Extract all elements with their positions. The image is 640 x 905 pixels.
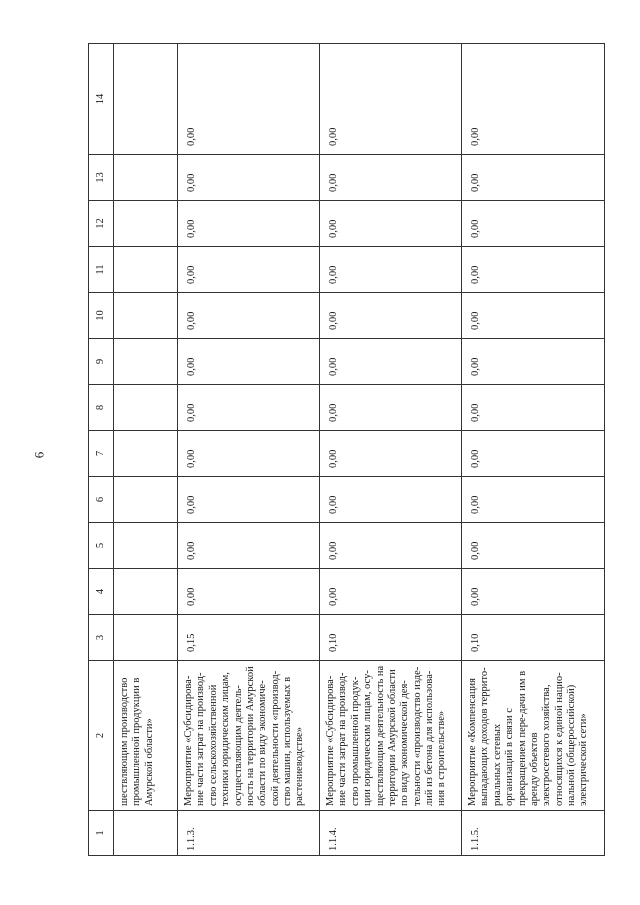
value-cell bbox=[114, 569, 178, 615]
value-cell: 0,00 bbox=[178, 523, 320, 569]
value-cell: 0,00 bbox=[320, 247, 462, 293]
value-cell: 0,00 bbox=[320, 293, 462, 339]
row-id bbox=[114, 811, 178, 856]
value-cell: 0,00 bbox=[320, 201, 462, 247]
value-cell bbox=[114, 385, 178, 431]
column-header: 2 bbox=[89, 661, 114, 811]
rotated-table-wrapper bbox=[88, 44, 604, 856]
row-description: Мероприятие «Субсидирова-ние части затрат на производ-ство сельскохозяйственной техники юридическим лицам, осуществляющим деятель-ность на территории Амурской области по виду экономиче-ской деятельности «производ-ство машин, используемых в растениеводстве» bbox=[178, 661, 320, 811]
column-header: 12 bbox=[89, 201, 114, 247]
table-row bbox=[178, 44, 320, 856]
column-header: 11 bbox=[89, 247, 114, 293]
row-id: 1.1.4. bbox=[320, 811, 462, 856]
value-cell: 0,00 bbox=[462, 385, 605, 431]
value-cell: 0,00 bbox=[320, 385, 462, 431]
row-description: Мероприятие «Компенсация выпадающих доходов террито-риальных сетевых организаций в связи с прекращением пере-дачи им в аренду объектов электросетевого хозяйства, относящихся к единой нацио-нальной (общероссийской) электрической сети» bbox=[462, 661, 605, 811]
column-header: 6 bbox=[89, 477, 114, 523]
column-header: 1 bbox=[89, 811, 114, 856]
column-header: 9 bbox=[89, 339, 114, 385]
column-header: 3 bbox=[89, 615, 114, 661]
table-row bbox=[320, 44, 462, 856]
value-cell: 0,00 bbox=[462, 201, 605, 247]
value-cell bbox=[114, 155, 178, 201]
value-cell: 0,00 bbox=[178, 155, 320, 201]
value-cell: 0,00 bbox=[178, 477, 320, 523]
row-id: 1.1.3. bbox=[178, 811, 320, 856]
value-cell: 0,00 bbox=[462, 247, 605, 293]
value-cell: 0,00 bbox=[462, 431, 605, 477]
value-cell: 0,00 bbox=[320, 477, 462, 523]
table-header-row bbox=[89, 44, 114, 856]
row-description: Мероприятие «Субсидирова-ние части затрат на производ-ство промышленной продук-ции юридическим лицам, осу-ществляющим деятельность на территории Амурской области по виду экономической дея-тельности «производство изде-лий из бетона для использова-ния в строительстве» bbox=[320, 661, 462, 811]
value-cell: 0,00 bbox=[462, 569, 605, 615]
value-cell bbox=[114, 247, 178, 293]
value-cell: 0,10 bbox=[320, 615, 462, 661]
value-cell: 0,00 bbox=[178, 44, 320, 155]
table-row bbox=[462, 44, 605, 856]
value-cell: 0,00 bbox=[320, 339, 462, 385]
page-number: 6 bbox=[31, 451, 47, 459]
table-row bbox=[114, 44, 178, 856]
value-cell bbox=[114, 477, 178, 523]
value-cell bbox=[114, 44, 178, 155]
value-cell: 0,10 bbox=[462, 615, 605, 661]
value-cell: 0,00 bbox=[320, 431, 462, 477]
value-cell: 0,00 bbox=[462, 293, 605, 339]
value-cell: 0,00 bbox=[178, 293, 320, 339]
row-id: 1.1.5. bbox=[462, 811, 605, 856]
value-cell: 0,00 bbox=[178, 247, 320, 293]
value-cell: 0,00 bbox=[178, 339, 320, 385]
value-cell: 0,00 bbox=[178, 431, 320, 477]
value-cell: 0,15 bbox=[178, 615, 320, 661]
value-cell bbox=[114, 615, 178, 661]
value-cell: 0,00 bbox=[462, 155, 605, 201]
column-header: 8 bbox=[89, 385, 114, 431]
column-header: 13 bbox=[89, 155, 114, 201]
value-cell: 0,00 bbox=[178, 385, 320, 431]
value-cell bbox=[114, 201, 178, 247]
value-cell: 0,00 bbox=[320, 523, 462, 569]
value-cell: 0,00 bbox=[178, 201, 320, 247]
value-cell: 0,00 bbox=[462, 523, 605, 569]
column-header: 4 bbox=[89, 569, 114, 615]
value-cell: 0,00 bbox=[320, 44, 462, 155]
data-table bbox=[88, 43, 605, 856]
value-cell: 0,00 bbox=[320, 155, 462, 201]
value-cell: 0,00 bbox=[462, 339, 605, 385]
column-header: 14 bbox=[89, 44, 114, 155]
value-cell bbox=[114, 339, 178, 385]
row-description: шествляющим производство промышленной продукции в Амурской области» bbox=[114, 661, 178, 811]
value-cell: 0,00 bbox=[320, 569, 462, 615]
value-cell bbox=[114, 431, 178, 477]
value-cell bbox=[114, 293, 178, 339]
value-cell: 0,00 bbox=[462, 44, 605, 155]
value-cell bbox=[114, 523, 178, 569]
value-cell: 0,00 bbox=[178, 569, 320, 615]
value-cell: 0,00 bbox=[462, 477, 605, 523]
column-header: 10 bbox=[89, 293, 114, 339]
column-header: 5 bbox=[89, 523, 114, 569]
column-header: 7 bbox=[89, 431, 114, 477]
